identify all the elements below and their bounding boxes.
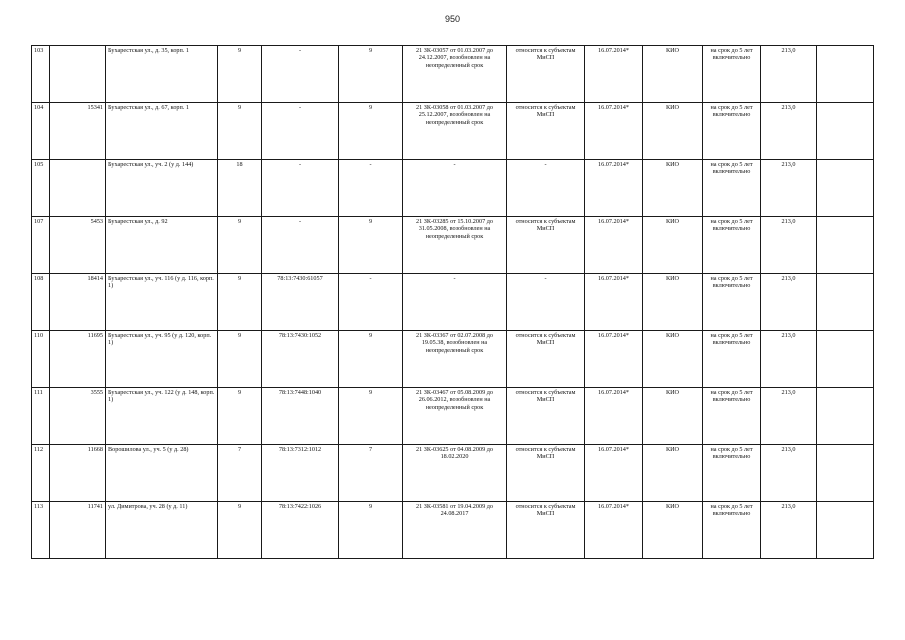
cell-address: Бухарестская ул., д. 92 xyxy=(106,217,218,274)
cell-term: на срок до 5 лет включительно xyxy=(703,103,761,160)
cell-term: на срок до 5 лет включительно xyxy=(703,160,761,217)
cell-row-number: 107 xyxy=(32,217,50,274)
cell-amount: 213,0 xyxy=(761,274,817,331)
cell-term: на срок до 5 лет включительно xyxy=(703,502,761,559)
cell-permit: 21 ЗК-03285 от 15.10.2007 до 31.05.2008, возобновлен на неопределенный срок xyxy=(403,217,507,274)
cell-object-code: 11741 xyxy=(50,502,106,559)
cell-subject-status: относится к субъектам МиСП xyxy=(507,388,585,445)
cell-cadastral-number: - xyxy=(262,103,339,160)
cell-date: 16.07.2014* xyxy=(585,217,643,274)
cell-zone-code: - xyxy=(339,274,403,331)
cell-zone: 9 xyxy=(218,103,262,160)
cell-amount: 213,0 xyxy=(761,160,817,217)
table-row xyxy=(32,445,874,502)
cell-cadastral-number: 78:13:7430:1052 xyxy=(262,331,339,388)
cell-address: ул. Димитрова, уч. 28 (у д. 11) xyxy=(106,502,218,559)
table-row xyxy=(32,46,874,103)
cell-address: Бухарестская ул., уч. 116 (у д. 116, корп. 1) xyxy=(106,274,218,331)
cell-address: Бухарестская ул., уч. 95 (у д. 120, корп. 1) xyxy=(106,331,218,388)
cell-cadastral-number: - xyxy=(262,160,339,217)
cell-authority: КИО xyxy=(643,445,703,502)
table-row xyxy=(32,217,874,274)
cell-address: Бухарестская ул., д. 67, корп. 1 xyxy=(106,103,218,160)
cell-row-number: 113 xyxy=(32,502,50,559)
cell-object-code: 3555 xyxy=(50,388,106,445)
cell-object-code: 15341 xyxy=(50,103,106,160)
cell-subject-status: - xyxy=(507,274,585,331)
cell-amount: 213,0 xyxy=(761,502,817,559)
cell-subject-status: относится к субъектам МиСП xyxy=(507,46,585,103)
cell-zone-code: 9 xyxy=(339,331,403,388)
cell-extra xyxy=(817,331,874,388)
cell-permit: 21 ЗК-03581 от 19.04.2009 до 24.08.2017 xyxy=(403,502,507,559)
cell-amount: 213,0 xyxy=(761,217,817,274)
cell-date: 16.07.2014* xyxy=(585,274,643,331)
cell-extra xyxy=(817,502,874,559)
cell-row-number: 108 xyxy=(32,274,50,331)
cell-cadastral-number: 78:13:7430:61057 xyxy=(262,274,339,331)
cell-authority: КИО xyxy=(643,46,703,103)
cell-zone: 18 xyxy=(218,160,262,217)
cell-permit: 21 ЗК-03625 от 04.08.2009 до 18.02.2020 xyxy=(403,445,507,502)
cell-amount: 213,0 xyxy=(761,103,817,160)
cell-zone-code: 9 xyxy=(339,103,403,160)
cell-cadastral-number: - xyxy=(262,46,339,103)
cell-extra xyxy=(817,217,874,274)
cell-date: 16.07.2014* xyxy=(585,388,643,445)
cell-authority: КИО xyxy=(643,502,703,559)
cell-address: Бухарестская ул., д. 35, корп. 1 xyxy=(106,46,218,103)
cell-cadastral-number: 78:13:7312:1012 xyxy=(262,445,339,502)
cell-zone-code: 9 xyxy=(339,388,403,445)
cell-zone-code: 9 xyxy=(339,502,403,559)
table-row xyxy=(32,103,874,160)
cell-authority: КИО xyxy=(643,160,703,217)
cell-date: 16.07.2014* xyxy=(585,502,643,559)
cell-date: 16.07.2014* xyxy=(585,103,643,160)
cell-object-code: 18414 xyxy=(50,274,106,331)
cell-subject-status: относится к субъектам МиСП xyxy=(507,445,585,502)
cell-zone: 9 xyxy=(218,217,262,274)
table-row xyxy=(32,331,874,388)
cell-zone: 9 xyxy=(218,502,262,559)
cell-object-code: 5453 xyxy=(50,217,106,274)
cell-subject-status: относится к субъектам МиСП xyxy=(507,331,585,388)
cell-object-code: 11695 xyxy=(50,331,106,388)
cell-object-code: 11668 xyxy=(50,445,106,502)
cell-row-number: 103 xyxy=(32,46,50,103)
cell-permit: 21 ЗК-03057 от 01.03.2007 до 24.12.2007, возобновлен на неопределенный срок xyxy=(403,46,507,103)
cell-term: на срок до 5 лет включительно xyxy=(703,46,761,103)
cell-zone: 7 xyxy=(218,445,262,502)
cell-zone-code: 7 xyxy=(339,445,403,502)
cell-authority: КИО xyxy=(643,103,703,160)
table-row xyxy=(32,502,874,559)
cell-term: на срок до 5 лет включительно xyxy=(703,331,761,388)
cell-authority: КИО xyxy=(643,274,703,331)
cell-zone: 9 xyxy=(218,46,262,103)
cell-extra xyxy=(817,274,874,331)
cell-date: 16.07.2014* xyxy=(585,445,643,502)
cell-term: на срок до 5 лет включительно xyxy=(703,274,761,331)
cell-extra xyxy=(817,160,874,217)
cell-extra xyxy=(817,103,874,160)
cell-permit: 21 ЗК-03367 от 02.07.2008 до 19.05.38, возобновлен на неопределенный срок xyxy=(403,331,507,388)
cell-address: Ворошилова ул., уч. 5 (у д. 28) xyxy=(106,445,218,502)
cell-term: на срок до 5 лет включительно xyxy=(703,217,761,274)
cell-row-number: 112 xyxy=(32,445,50,502)
cell-extra xyxy=(817,388,874,445)
cell-subject-status: относится к субъектам МиСП xyxy=(507,103,585,160)
cell-authority: КИО xyxy=(643,217,703,274)
cell-authority: КИО xyxy=(643,388,703,445)
cell-row-number: 104 xyxy=(32,103,50,160)
cell-permit: - xyxy=(403,160,507,217)
cell-term: на срок до 5 лет включительно xyxy=(703,388,761,445)
cell-subject-status: относится к субъектам МиСП xyxy=(507,502,585,559)
cell-address: Бухарестская ул., уч. 2 (у д. 144) xyxy=(106,160,218,217)
cell-subject-status: - xyxy=(507,160,585,217)
cell-permit: 21 ЗК-03467 от 05.08.2009 до 26.06.2012, возобновлен на неопределенный срок xyxy=(403,388,507,445)
cell-zone: 9 xyxy=(218,331,262,388)
cell-zone-code: 9 xyxy=(339,217,403,274)
table-row xyxy=(32,388,874,445)
page-number: 950 xyxy=(444,14,461,24)
cell-date: 16.07.2014* xyxy=(585,46,643,103)
cell-object-code xyxy=(50,46,106,103)
table-row xyxy=(32,160,874,217)
cell-date: 16.07.2014* xyxy=(585,160,643,217)
cell-zone: 9 xyxy=(218,274,262,331)
cell-authority: КИО xyxy=(643,331,703,388)
cell-row-number: 105 xyxy=(32,160,50,217)
cell-date: 16.07.2014* xyxy=(585,331,643,388)
cell-cadastral-number: 78:13:7448:1040 xyxy=(262,388,339,445)
cell-amount: 213,0 xyxy=(761,46,817,103)
cell-row-number: 111 xyxy=(32,388,50,445)
cell-row-number: 110 xyxy=(32,331,50,388)
cell-subject-status: относится к субъектам МиСП xyxy=(507,217,585,274)
cell-amount: 213,0 xyxy=(761,388,817,445)
cell-zone-code: 9 xyxy=(339,46,403,103)
cell-cadastral-number: - xyxy=(262,217,339,274)
cell-permit: 21 ЗК-03058 от 01.03.2007 до 25.12.2007, возобновлен на неопределенный срок xyxy=(403,103,507,160)
cell-amount: 213,0 xyxy=(761,445,817,502)
table-row xyxy=(32,274,874,331)
cell-extra xyxy=(817,445,874,502)
cell-zone-code: - xyxy=(339,160,403,217)
cell-zone: 9 xyxy=(218,388,262,445)
cell-cadastral-number: 78:13:7422:1026 xyxy=(262,502,339,559)
register-table xyxy=(31,45,874,559)
cell-term: на срок до 5 лет включительно xyxy=(703,445,761,502)
cell-object-code xyxy=(50,160,106,217)
cell-extra xyxy=(817,46,874,103)
cell-permit: - xyxy=(403,274,507,331)
cell-address: Бухарестская ул., уч. 122 (у д. 148, корп. 1) xyxy=(106,388,218,445)
cell-amount: 213,0 xyxy=(761,331,817,388)
